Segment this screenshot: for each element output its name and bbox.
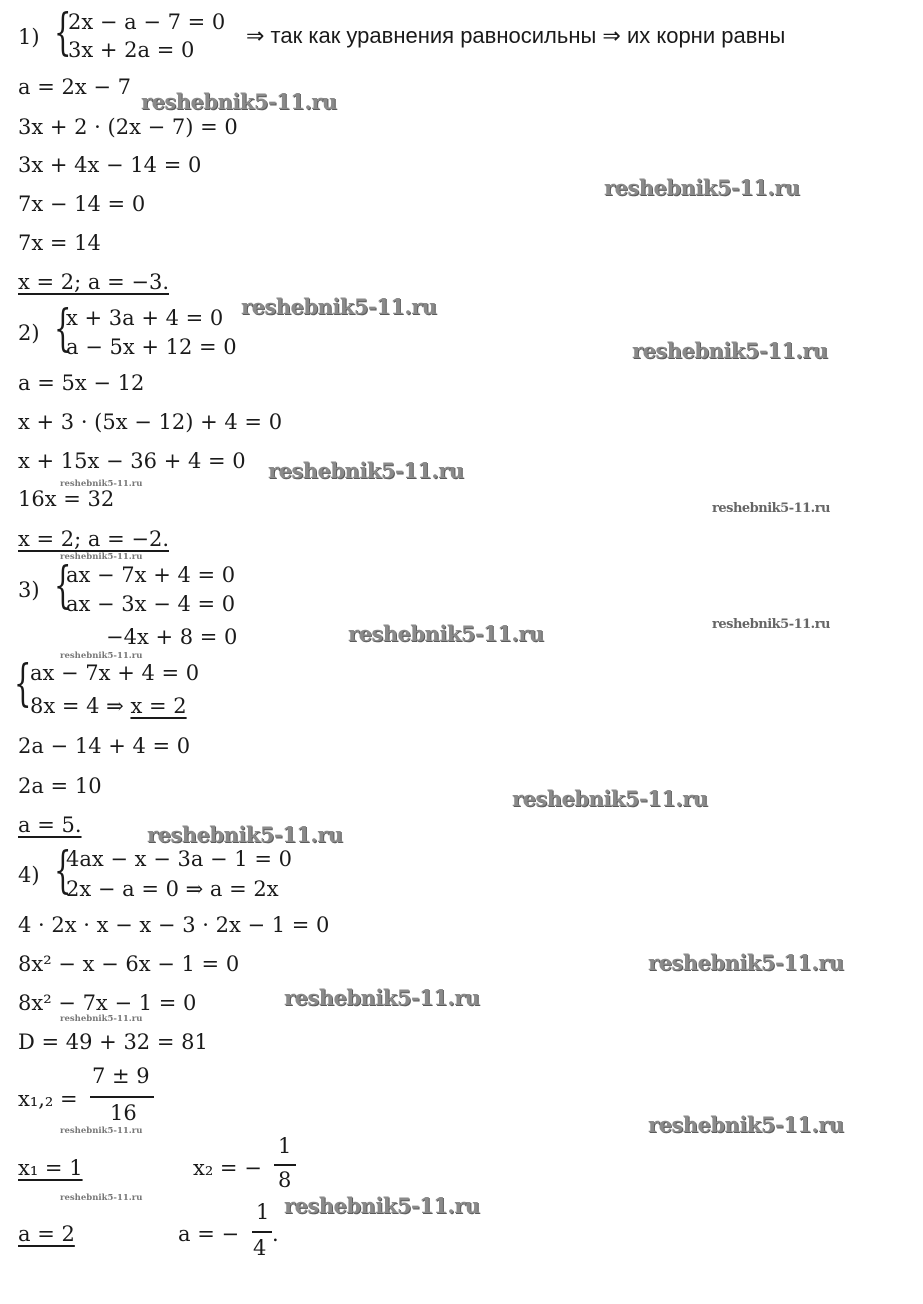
problem4-equation-b: 2x − a = 0 ⇒ a = 2x [66,877,279,901]
problem4-x2-lhs: x₂ = − [193,1156,262,1180]
problem3-brace: { [54,556,72,614]
problem4-x2-denominator: 8 [278,1168,292,1192]
problem2-answer: x = 2; a = −2. [18,527,169,551]
problem1-equation-a: 2x − a − 7 = 0 [68,10,226,34]
problem4-a2-lhs: a = − [178,1222,240,1246]
watermark: reshebnik5-11.ru [512,786,708,811]
watermark-small: reshebnik5-11.ru [60,1193,143,1203]
watermark: reshebnik5-11.ru [348,621,544,646]
problem3-x-result: x = 2 [130,694,187,718]
problem1-step-3: 3x + 4x − 14 = 0 [18,153,202,177]
watermark: reshebnik5-11.ru [268,458,464,483]
problem4-step-4: D = 49 + 32 = 81 [18,1030,208,1054]
problem1-answer: x = 2; a = −3. [18,270,169,294]
problem2-brace: { [54,299,72,357]
problem3-system2-equation-b-text: 8x = 4 ⇒ [30,694,131,718]
watermark: reshebnik5-11.ru [284,1193,480,1218]
problem2-step-2: x + 3 · (5x − 12) + 4 = 0 [18,410,283,434]
problem4-brace: { [54,841,72,899]
problem3-system2-equation-a: ax − 7x + 4 = 0 [30,661,200,685]
watermark: reshebnik5-11.ru [284,985,480,1010]
problem4-step-3: 8x² − 7x − 1 = 0 [18,991,197,1015]
problem1-number: 1) [18,25,40,49]
watermark-small: reshebnik5-11.ru [60,651,143,661]
problem4-equation-a: 4ax − x − 3a − 1 = 0 [66,847,292,871]
problem3-step-2: 2a = 10 [18,774,102,798]
problem4-a2-numerator: 1 [256,1200,270,1224]
watermark-small: reshebnik5-11.ru [60,1126,143,1136]
problem1-step-5: 7x = 14 [18,231,101,255]
watermark-medium: reshebnik5-11.ru [712,501,831,516]
problem4-a2-tail: . [272,1222,279,1246]
problem3-answer: a = 5. [18,813,82,837]
problem4-roots-lhs: x₁,₂ = [18,1087,78,1111]
problem4-a2-denominator: 4 [253,1236,267,1260]
problem4-number: 4) [18,863,40,887]
problem2-equation-b: a − 5x + 12 = 0 [66,335,237,359]
watermark: reshebnik5-11.ru [604,175,800,200]
watermark: reshebnik5-11.ru [632,338,828,363]
problem3-number: 3) [18,578,40,602]
problem3-equation-b: ax − 3x − 4 = 0 [66,592,236,616]
problem1-step-4: 7x − 14 = 0 [18,192,146,216]
problem1-step-2: 3x + 2 · (2x − 7) = 0 [18,115,238,139]
problem4-x2-fraction-bar [274,1164,296,1166]
watermark: reshebnik5-11.ru [141,89,337,114]
problem1-brace: { [54,3,72,61]
watermark: reshebnik5-11.ru [147,822,343,847]
problem3-step-1: 2a − 14 + 4 = 0 [18,734,191,758]
problem4-a2-fraction-bar [252,1231,272,1233]
problem1-step-1: a = 2x − 7 [18,75,131,99]
problem4-roots-numerator: 7 ± 9 [92,1064,150,1088]
watermark-medium: reshebnik5-11.ru [712,617,831,632]
problem4-a1: a = 2 [18,1222,75,1246]
problem3-equation-a: ax − 7x + 4 = 0 [66,563,236,587]
problem2-equation-a: x + 3a + 4 = 0 [66,306,224,330]
problem4-step-1: 4 · 2x · x − x − 3 · 2x − 1 = 0 [18,913,330,937]
problem4-roots-fraction-bar [90,1096,154,1098]
problem1-equation-b: 3x + 2a = 0 [68,38,195,62]
problem1-note: ⇒ так как уравнения равносильны ⇒ их корни равны [246,23,786,48]
problem2-step-3: x + 15x − 36 + 4 = 0 [18,449,246,473]
problem2-step-1: a = 5x − 12 [18,371,145,395]
problem2-step-4: 16x = 32 [18,487,115,511]
problem3-difference: −4x + 8 = 0 [106,625,238,649]
watermark: reshebnik5-11.ru [648,950,844,975]
watermark-small: reshebnik5-11.ru [60,1014,143,1024]
watermark-small: reshebnik5-11.ru [60,552,143,562]
problem4-x1: x₁ = 1 [18,1156,83,1180]
watermark: reshebnik5-11.ru [648,1112,844,1137]
problem4-roots-denominator: 16 [110,1101,137,1125]
problem2-number: 2) [18,321,40,345]
watermark: reshebnik5-11.ru [241,294,437,319]
problem3-system2-equation-b [30,693,187,720]
watermark-small: reshebnik5-11.ru [60,479,143,489]
problem3-system2-brace: { [14,654,32,712]
problem4-x2-numerator: 1 [278,1134,292,1158]
problem4-step-2: 8x² − x − 6x − 1 = 0 [18,952,240,976]
